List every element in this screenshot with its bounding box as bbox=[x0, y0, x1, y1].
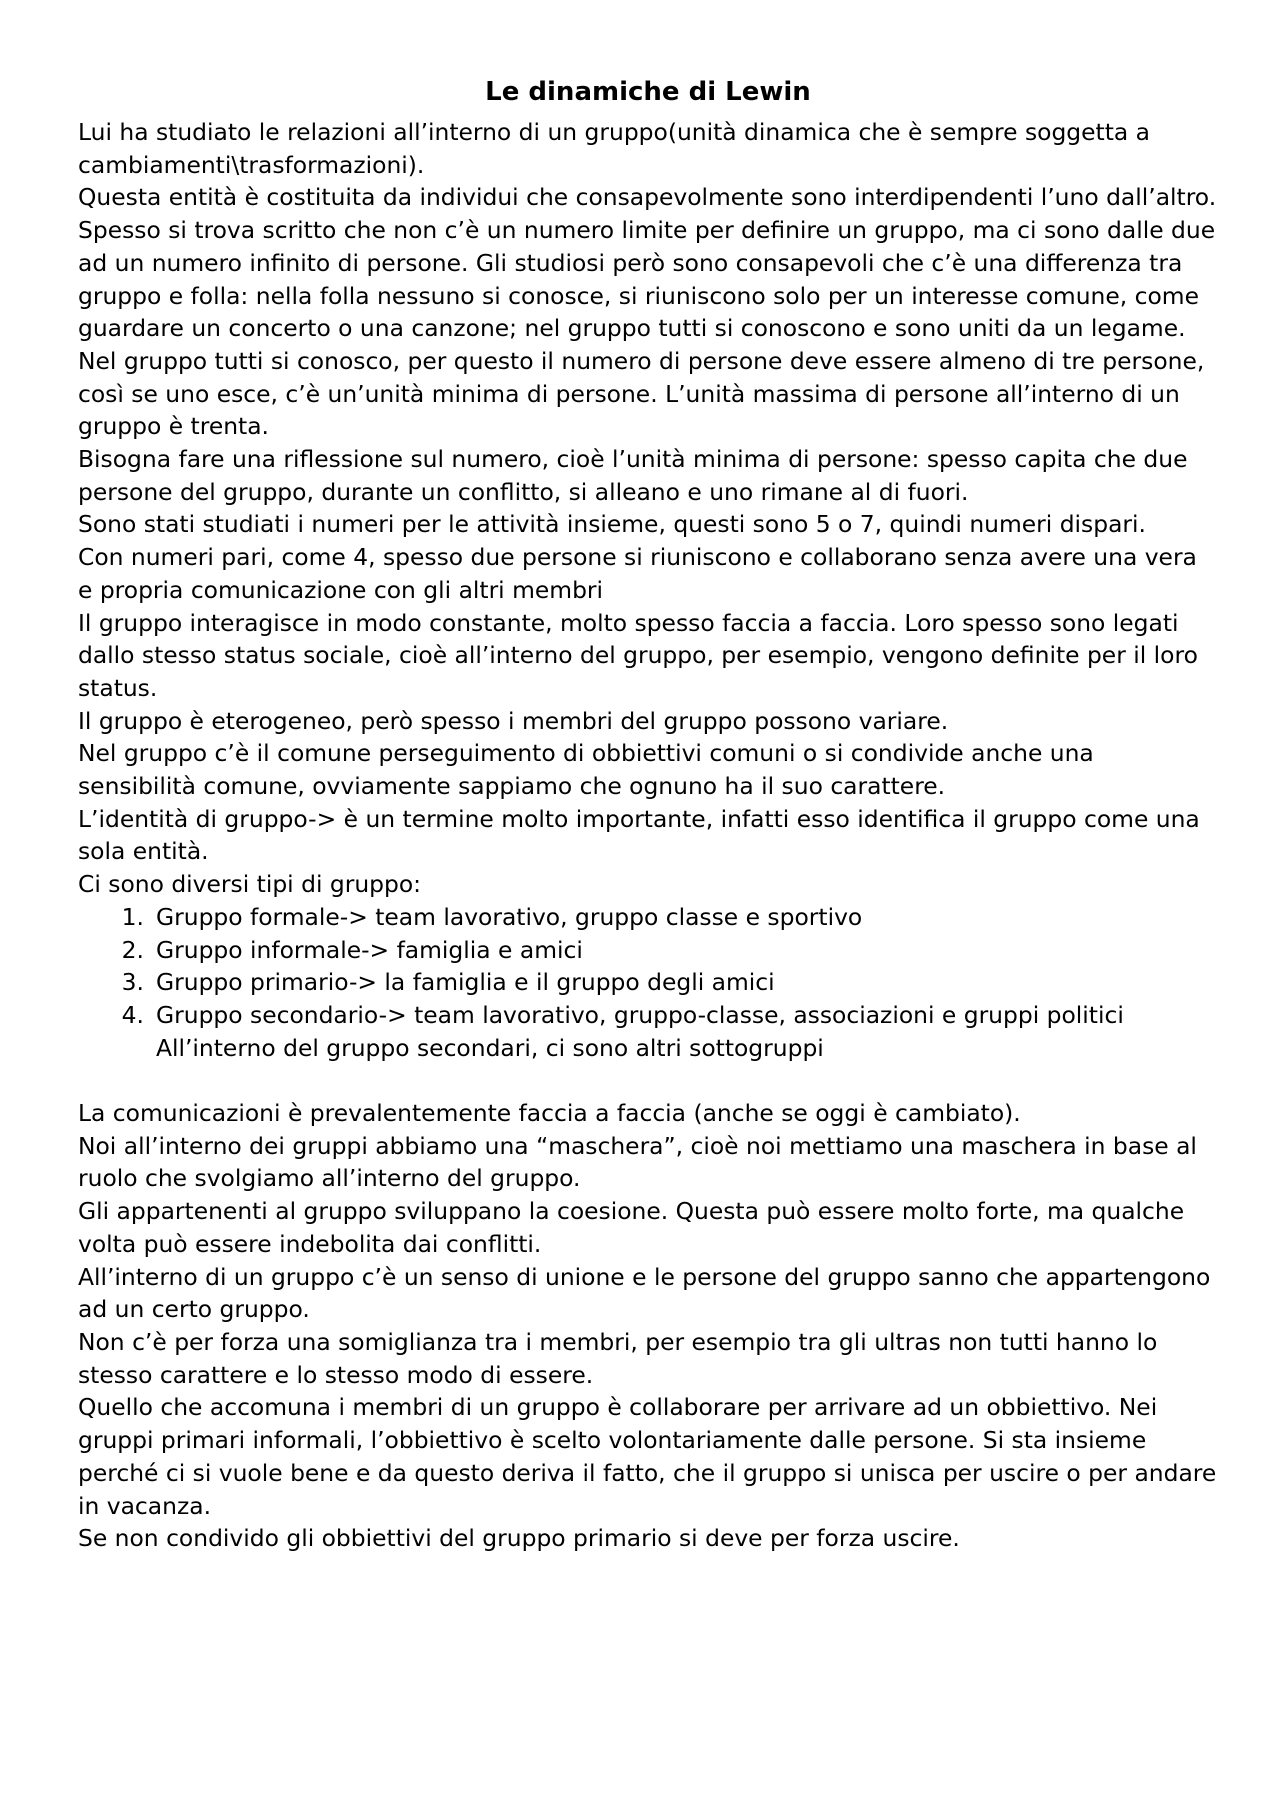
list-item-text: Gruppo informale-> famiglia e amici bbox=[156, 935, 583, 964]
paragraph: Non c’è per forza una somiglianza tra i membri, per esempio tra gli ultras non tutti hanno lo stesso carattere e lo stesso modo di essere. bbox=[78, 1328, 1158, 1389]
list-item bbox=[78, 966, 1218, 999]
paragraph: Il gruppo interagisce in modo constante, molto spesso faccia a faccia. Loro spesso sono legati dallo stesso status sociale, cioè all’interno del gruppo, per esempio, vengono definite per il loro status. bbox=[78, 608, 1198, 702]
paragraph: Spesso si trova scritto che non c’è un numero limite per definire un gruppo, ma ci sono dalle due ad un numero infinito di persone. Gli studiosi però sono consapevoli che c’è una differenza tra gruppo e folla: nella folla nessuno si conosce, si riuniscono solo per un interesse comune, come guardare un concerto o una canzone; nel gruppo tutti si conoscono e sono uniti da un legame. bbox=[78, 216, 1216, 343]
paragraph: Noi all’interno dei gruppi abbiamo una “maschera”, cioè noi mettiamo una maschera in base al ruolo che svolgiamo all’interno del gruppo. bbox=[78, 1131, 1197, 1193]
paragraph: Se non condivido gli obbiettivi del gruppo primario si deve per forza uscire. bbox=[78, 1524, 960, 1553]
list-item-text: Gruppo primario-> la famiglia e il gruppo degli amici bbox=[156, 968, 775, 997]
list-item-number: 2. bbox=[121, 935, 144, 964]
paragraph: Nel gruppo tutti si conosco, per questo il numero di persone deve essere almeno di tre persone, così se uno esce, c’è un’unità minima di persone. L’unità massima di persone all’interno di un gruppo è trenta. bbox=[78, 346, 1205, 441]
paragraph: Nel gruppo c’è il comune perseguimento di obbiettivi comuni o si condivide anche una sensibilità comune, ovviamente sappiamo che ognuno ha il suo carattere. bbox=[78, 739, 1094, 801]
document-title: Le dinamiche di Lewin bbox=[485, 77, 811, 107]
list-item bbox=[78, 999, 1218, 1032]
paragraph: Il gruppo è eterogeneo, però spesso i membri del gruppo possono variare. bbox=[78, 706, 949, 735]
list-item-number: 1. bbox=[121, 902, 144, 931]
paragraph: Quello che accomuna i membri di un gruppo è collaborare per arrivare ad un obbiettivo. Nei gruppi primari informali, l’obbiettivo è scelto volontariamente dalle persone. Si sta insieme perché ci si vuole bene e da questo deriva il fatto, che il gruppo si unisca per uscire o per andare in vacanza. bbox=[78, 1393, 1217, 1520]
paragraph: Sono stati studiati i numeri per le attività insieme, questi sono 5 o 7, quindi numeri dispari. bbox=[78, 510, 1146, 539]
paragraph: La comunicazioni è prevalentemente faccia a faccia (anche se oggi è cambiato). bbox=[78, 1099, 1021, 1128]
paragraph: Ci sono diversi tipi di gruppo: bbox=[78, 870, 422, 899]
paragraph: All’interno di un gruppo c’è un senso di unione e le persone del gruppo sanno che appartengono ad un certo gruppo. bbox=[78, 1262, 1211, 1324]
document-page bbox=[78, 76, 1218, 1555]
list-item bbox=[78, 901, 1218, 934]
paragraph: Con numeri pari, come 4, spesso due persone si riuniscono e collaborano senza avere una vera e propria comunicazione con gli altri membri bbox=[78, 543, 1197, 604]
paragraph: Bisogna fare una riflessione sul numero, cioè l’unità minima di persone: spesso capita che due persone del gruppo, durante un conflitto, si alleano e uno rimane al di fuori. bbox=[78, 445, 1188, 506]
paragraph: Gli appartenenti al gruppo sviluppano la coesione. Questa può essere molto forte, ma qualche volta può essere indebolita dai conflitti. bbox=[78, 1197, 1185, 1258]
list-item-text: Gruppo secondario-> team lavorativo, gruppo-classe, associazioni e gruppi politici bbox=[156, 1000, 1124, 1029]
list-item bbox=[78, 934, 1218, 967]
list-item-number: 3. bbox=[121, 968, 144, 997]
paragraph: L’identità di gruppo-> è un termine molto importante, infatti esso identifica il gruppo come una sola entità. bbox=[78, 804, 1200, 866]
list-note: All’interno del gruppo secondari, ci sono altri sottogruppi bbox=[156, 1033, 824, 1062]
list-item-text: Gruppo formale-> team lavorativo, gruppo classe e sportivo bbox=[156, 902, 863, 931]
group-types-list bbox=[78, 901, 1218, 1032]
blank-line bbox=[78, 1064, 1218, 1097]
paragraph: Questa entità è costituita da individui che consapevolmente sono interdipendenti l’uno dall’altro. bbox=[78, 183, 1217, 212]
list-item-number: 4. bbox=[121, 1000, 144, 1029]
paragraph: Lui ha studiato le relazioni all’interno di un gruppo(unità dinamica che è sempre soggetta a cambiamenti\trasformazioni). bbox=[78, 118, 1150, 179]
